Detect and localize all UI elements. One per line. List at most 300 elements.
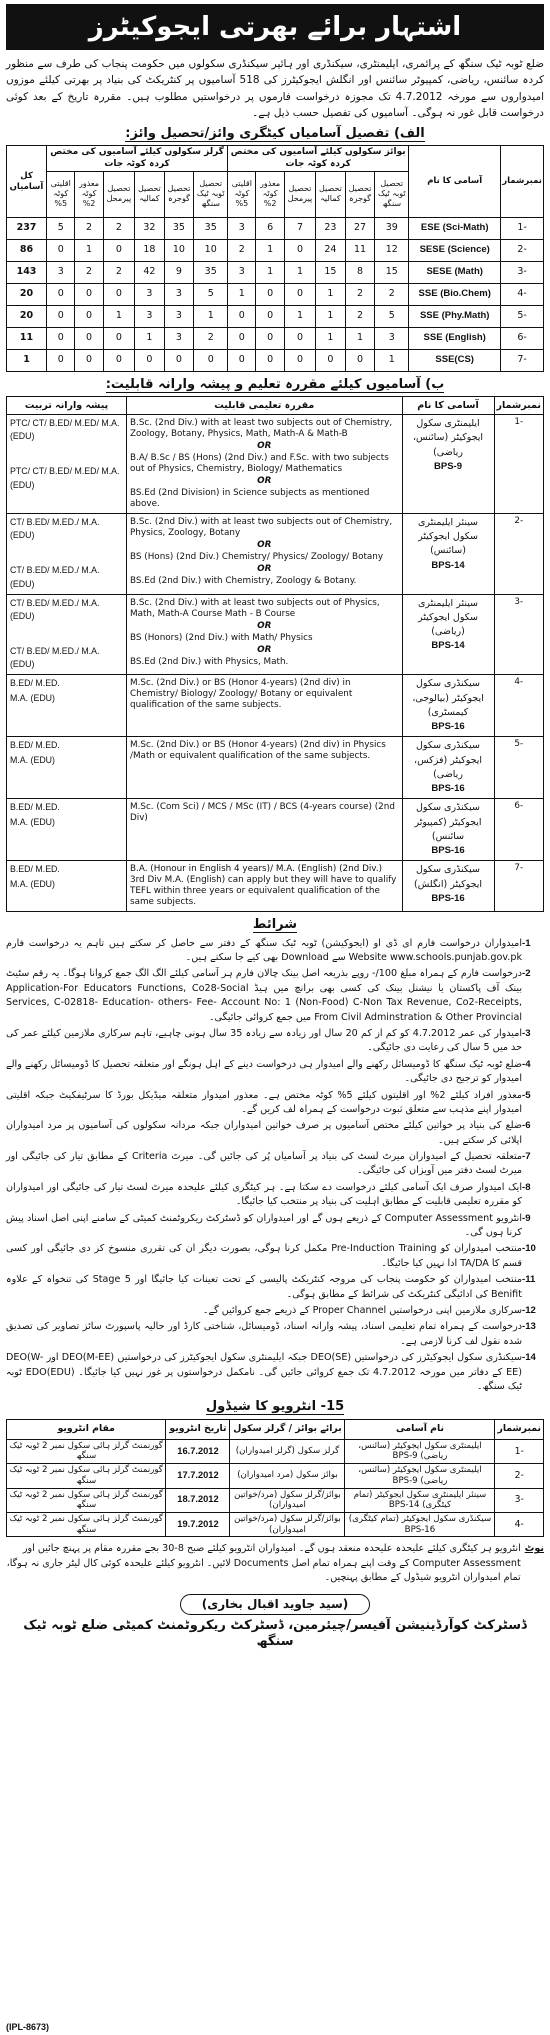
term-number: -2: [522, 968, 531, 980]
row-serial: -1: [494, 415, 543, 514]
boys-quota-cell: 0: [284, 239, 316, 261]
professional-line: M.A. (EDU): [10, 754, 55, 765]
vacancy-table: [6, 145, 544, 372]
or-separator: OR: [257, 475, 272, 486]
or-separator: OR: [257, 539, 272, 550]
term-item: [6, 1150, 544, 1179]
girls-quota-cell: 9: [164, 261, 194, 283]
boys-quota-cell: 1: [284, 261, 316, 283]
term-number: -11: [522, 1274, 536, 1286]
vacancy-row: [7, 261, 544, 283]
row-date: 18.7.2012: [166, 1488, 230, 1512]
boys-quota-cell: 5: [375, 305, 409, 327]
qualification-cell: [127, 415, 403, 514]
girls-quota-cell: 0: [75, 349, 103, 371]
girls-quota-cell: 2: [103, 217, 135, 239]
professional-cell: [7, 799, 127, 861]
boys-quota-cell: 0: [228, 327, 256, 349]
or-separator: OR: [257, 441, 272, 452]
professional-cell: [7, 675, 127, 737]
bps-grade: BPS-16: [431, 783, 465, 795]
row-post: سینئر ایلیمنٹری سکول ایجوکیٹر (تمام کیٹگری) BPS-14: [345, 1488, 495, 1512]
girls-quota-cell: 3: [135, 283, 164, 305]
term-item: [6, 1273, 544, 1302]
bps-grade: BPS-16: [431, 721, 465, 733]
term-text: امیدوار کی عمر 4.7.2012 کو کم از کم 20 سال اور زیادہ سے زیادہ 35 سال ہونی چاہیے، تاہم سرکاری ملازمین کیلئے عمر کی حد میں 5 سال کی رعایت دی جائیگی۔: [6, 1027, 523, 1054]
row-venue: گورنمنٹ گرلز ہائی سکول نمبر 2 ٹوبہ ٹیک سنگھ: [7, 1439, 166, 1463]
row-post: ESE (Sci-Math): [409, 217, 501, 239]
term-item: [6, 1027, 544, 1056]
row-serial: -3: [501, 261, 544, 283]
term-item: [6, 1119, 544, 1148]
girls-quota-cell: 3: [164, 327, 194, 349]
girls-sub-header: تحصیل گوجرہ: [164, 171, 194, 217]
boys-quota-cell: 0: [256, 327, 284, 349]
row-serial: -2: [495, 1464, 544, 1488]
row-total: 1: [7, 349, 47, 371]
boys-quota-cell: 3: [228, 217, 256, 239]
qualification-cell: [127, 675, 403, 737]
qualification-line: B.Sc. (2nd Div.) with at least two subjects out of Physics, Math, Math-A Course Math - B Course: [130, 597, 380, 619]
girls-quota-cell: 10: [164, 239, 194, 261]
section-a-heading: الف) تفصیل آسامیاں کیٹگری وائز/تحصیل وائز:: [125, 126, 425, 142]
boys-quota-cell: 0: [284, 283, 316, 305]
row-total: 86: [7, 239, 47, 261]
row-post: [402, 861, 494, 912]
term-item: [6, 1320, 544, 1349]
boys-quota-cell: 1: [375, 349, 409, 371]
girls-quota-cell: 5: [47, 217, 75, 239]
col-serial: نمبرشمار: [494, 397, 543, 415]
qualification-row: [7, 594, 544, 675]
professional-line: B.ED/ M.ED.: [10, 802, 60, 813]
professional-line: M.A. (EDU): [10, 878, 55, 889]
boys-quota-cell: 2: [375, 283, 409, 305]
term-item: [6, 937, 544, 966]
vacancy-row: [7, 283, 544, 305]
col-date: تاریخ انٹرویو: [166, 1419, 230, 1439]
girls-quota-cell: 0: [164, 349, 194, 371]
row-for: بوائز سکول (مرد امیدواران): [230, 1464, 345, 1488]
girls-sub-header: معذور کوٹہ 2%: [75, 171, 103, 217]
girls-sub-header: تحصیل کمالیہ: [135, 171, 164, 217]
term-item: [6, 1304, 544, 1318]
row-post: ایلیمنٹری سکول ایجوکیٹر (سائنس، ریاضی) BPS-9: [345, 1464, 495, 1488]
row-serial: -5: [501, 305, 544, 327]
row-date: 16.7.2012: [166, 1439, 230, 1463]
term-number: -9: [522, 1212, 531, 1224]
girls-quota-cell: 3: [135, 305, 164, 327]
term-text: منتخب امیدواران کو حکومت پنجاب کی مروجہ کنٹریکٹ پالیسی کے تحت تعینات کیا جائیگا اور Stage 5 کی تنخواہ کے علاوہ Benifit کی ادائیگی کنٹریکٹ کی شرائط کے مطابق ہوگی۔: [6, 1274, 522, 1300]
row-post: SESE (Math): [409, 261, 501, 283]
boys-quota-cell: 0: [256, 283, 284, 305]
boys-sub-header: معذور کوٹہ 2%: [256, 171, 284, 217]
post-name: سینئر ایلیمنٹری سکول ایجوکیٹر (سائنس): [418, 516, 479, 557]
girls-quota-cell: 0: [75, 327, 103, 349]
boys-quota-cell: 0: [228, 305, 256, 327]
term-text: انٹرویو Computer Assessment کے ذریعے ہوں گے اور امیدواران کو ڈسٹرکٹ ریکروٹمنٹ کمیٹی کے سامنے اپنی اصل اسناد پیش کرنا ہوں گی۔: [6, 1212, 522, 1239]
qualification-line: M.Sc. (Com Sci) / MCS / MSc (IT) / BCS (4-years course) (2nd Div): [130, 802, 395, 824]
vacancy-row: [7, 239, 544, 261]
boys-quota-cell: 0: [345, 349, 375, 371]
boys-quota-cell: 2: [228, 239, 256, 261]
boys-quota-cell: 1: [316, 283, 345, 305]
row-date: 19.7.2012: [166, 1513, 230, 1537]
interview-row: [7, 1513, 544, 1537]
term-number: -7: [522, 1151, 531, 1163]
terms-list: [6, 937, 544, 1395]
row-total: 11: [7, 327, 47, 349]
boys-quota-cell: 1: [316, 327, 345, 349]
term-number: -5: [522, 1089, 531, 1101]
girls-quota-cell: 2: [194, 327, 228, 349]
qualification-table: [6, 396, 544, 912]
term-item: [6, 1212, 544, 1241]
professional-line: CT/ B.ED/ M.ED./ M.A. (EDU): [10, 516, 100, 541]
row-post: [402, 799, 494, 861]
girls-quota-cell: 0: [75, 305, 103, 327]
row-serial: -7: [501, 349, 544, 371]
girls-sub-header: اقلیتی کوٹہ 5%: [47, 171, 75, 217]
boys-quota-cell: 1: [345, 327, 375, 349]
term-item: [6, 1181, 544, 1210]
row-post: [402, 415, 494, 514]
note-label: نوٹ: [524, 1543, 544, 1555]
girls-quota-cell: 18: [135, 239, 164, 261]
girls-quota-cell: 1: [135, 327, 164, 349]
boys-sub-header: تحصیل ٹوبہ ٹیک سنگھ: [375, 171, 409, 217]
term-number: -8: [522, 1181, 531, 1193]
girls-quota-cell: 0: [47, 239, 75, 261]
qualification-line: BS.Ed (2nd Div.) with Physics, Math.: [130, 656, 289, 667]
boys-quota-cell: 0: [256, 305, 284, 327]
qualification-line: M.Sc. (2nd Div.) or BS (Honor 4-years) (2nd div) in Chemistry/ Biology/ Zoology/ Botany or equivalent qualification of the same subjects.: [130, 678, 353, 711]
girls-quota-cell: 0: [75, 283, 103, 305]
boys-quota-cell: 27: [345, 217, 375, 239]
col-qualification: مقررہ تعلیمی قابلیت: [127, 397, 403, 415]
boys-quota-cell: 8: [345, 261, 375, 283]
qualification-cell: [127, 594, 403, 675]
term-item: [6, 967, 544, 1025]
qualification-line: BS (Honors) (2nd Div.) with Math/ Physics: [130, 632, 313, 643]
term-number: -4: [522, 1058, 531, 1070]
girls-quota-cell: 0: [135, 349, 164, 371]
row-for: بوائز/گرلز سکول (مرد/خواتین امیدواران): [230, 1513, 345, 1537]
professional-line: B.ED/ M.ED.: [10, 678, 60, 689]
boys-quota-cell: 0: [228, 349, 256, 371]
qualification-row: [7, 861, 544, 912]
girls-quota-cell: 1: [75, 239, 103, 261]
boys-quota-cell: 0: [284, 327, 316, 349]
interview-row: [7, 1464, 544, 1488]
col-post: آسامی کا نام: [409, 146, 501, 218]
signature-box: (سید جاوید اقبال بخاری): [180, 1594, 370, 1615]
professional-line: B.ED/ M.ED.: [10, 740, 60, 751]
row-serial: -7: [494, 861, 543, 912]
ipl-code: (IPL-8673): [6, 2021, 50, 2032]
note-block: [6, 1542, 544, 1585]
term-number: -12: [522, 1305, 536, 1316]
boys-quota-cell: 0: [284, 349, 316, 371]
boys-quota-cell: 39: [375, 217, 409, 239]
boys-sub-header: تحصیل گوجرہ: [345, 171, 375, 217]
boys-quota-cell: 2: [345, 283, 375, 305]
row-serial: -4: [501, 283, 544, 305]
girls-quota-cell: 2: [75, 217, 103, 239]
term-text: سرکاری ملازمین اپنی درخواستیں Proper Channel کے ذریعے جمع کروائیں گے۔: [202, 1305, 522, 1316]
girls-quota-cell: 35: [194, 217, 228, 239]
row-serial: -4: [494, 675, 543, 737]
col-post: نام آسامی: [345, 1419, 495, 1439]
row-serial: -2: [494, 513, 543, 594]
qualification-row: [7, 799, 544, 861]
post-name: سینئر ایلیمنٹری سکول ایجوکیٹر (ریاضی): [418, 597, 479, 638]
row-post: [402, 675, 494, 737]
col-post: آسامی کا نام: [402, 397, 494, 415]
qualification-cell: [127, 861, 403, 912]
qualification-line: BS.Ed (2nd Div.) with Chemistry, Zoology & Botany.: [130, 575, 357, 586]
term-text: معذور افراد کیلئے 2% اور اقلیتوں کیلئے 5% کوٹہ مختص ہے۔ معذور امیدوار متعلقہ میڈیکل بورڈ کا سرٹیفکیٹ جبکہ اقلیتی امیدوار اپنے مذہب سے متعلق ثبوت درخواست کے ہمراہ لف کریں گے۔: [6, 1089, 522, 1115]
boys-quota-cell: 15: [316, 261, 345, 283]
row-total: 143: [7, 261, 47, 283]
professional-line: CT/ B.ED/ M.ED./ M.A. (EDU): [10, 646, 100, 670]
row-serial: -5: [494, 737, 543, 799]
qualification-cell: [127, 513, 403, 594]
row-venue: گورنمنٹ گرلز ہائی سکول نمبر 2 ٹوبہ ٹیک سنگھ: [7, 1513, 166, 1537]
qualification-line: B.Sc. (2nd Div.) with at least two subjects out of Chemistry, Zoology, Botany, Physics, Math, Math-A & Math-B: [130, 418, 393, 440]
term-number: -1: [522, 937, 531, 949]
post-name: سیکنڈری سکول ایجوکیٹر (بیالوجی، کیمسٹری): [412, 678, 484, 718]
term-text: ضلع ٹوبہ ٹیک سنگھ کا ڈومیسائل رکھنے والے امیدوار ہی درخواست دینے کے اہل ہونگے اور متعلقہ تحصیل کا ڈومیسائل رکھنے والے امیدوار کو ترجیح دی جائیگی۔: [6, 1058, 522, 1085]
qualification-line: B.A. (Honour in English 4 years)/ M.A. (English) (2nd Div.) 3rd Div M.A. (English) can apply but they will have to qualify TEFL within three years or equivalent qualification of the same subjects.: [130, 864, 397, 908]
row-venue: گورنمنٹ گرلز ہائی سکول نمبر 2 ٹوبہ ٹیک سنگھ: [7, 1464, 166, 1488]
girls-quota-cell: 0: [103, 239, 135, 261]
term-text: امیدواران درخواست فارم ای ڈی او (ایجوکیشن) ٹوبہ ٹیک سنگھ کے دفتر سے حاصل کر سکتے ہیں تاہم یہ درخواست فارم Website www.schools.punjab.gov.pk سے Download بھی کیے جا سکتے ہیں۔: [6, 937, 522, 964]
row-post: SSE (Bio.Chem): [409, 283, 501, 305]
bps-grade: BPS-14: [431, 640, 465, 652]
term-number: -3: [522, 1027, 531, 1039]
girls-quota-cell: 42: [135, 261, 164, 283]
col-professional: پیشہ وارانہ تربیت: [7, 397, 127, 415]
advertisement-title: اشتہار برائے بھرتی ایجوکیٹرز: [6, 4, 544, 50]
girls-quota-cell: 3: [164, 283, 194, 305]
professional-line: PTC/ CT/ B.ED/ M.ED/ M.A. (EDU): [10, 466, 120, 490]
bps-grade: BPS-9: [434, 460, 462, 472]
term-text: درخواست فارم کے ہمراہ مبلغ 100/- روپے بذریعہ اصل بینک چالان فارم ہر آسامی کیلئے الگ الگ جمع کروانا ہوگا۔ یہ رقم سٹیٹ بینک آف پاکستان یا نیشنل بینک کی کسی بھی برانچ میں ہیڈ Application-For Educators Functions, Co28-Social Services, C-02818- Education- others- Fee- Account No: 1 (Non-Food) C-Non Tax Revenue, Co2-Receipts, From Civil Adminstration & Other Provincial میں جمع کروائی جائیگی۔: [6, 968, 523, 1023]
girls-quota-cell: 2: [75, 261, 103, 283]
boys-sub-header: تحصیل پیرمحل: [284, 171, 316, 217]
col-serial: نمبرشمار: [495, 1419, 544, 1439]
interview-row: [7, 1488, 544, 1512]
term-text: سیکنڈری سکول ایجوکیٹرز کی درخواستیں DEO(SE) جبکہ ایلیمنٹری سکول ایجوکیٹرز کی درخواستیں DEO(M-EE) اور DEO(W-EE) کے دفاتر میں مورخہ 4.7.2012 تک جمع کروائی جائیں گی۔ نامکمل درخواستوں پر غور نہیں کیا جائیگا۔ EDO(EDU) ٹوبہ ٹیک سنگھ۔: [6, 1352, 523, 1392]
term-text: ایک امیدوار صرف ایک آسامی کیلئے درخواست دے سکتا ہے۔ ہر کیٹگری کیلئے علیحدہ میرٹ لسٹ تیار کی جائیگی اور امیدواران کو مقررہ تعلیمی قابلیت کے مطابق اہلیت کی بنیاد پر منتخب کیا جائیگا۔: [6, 1181, 522, 1208]
vacancy-row: [7, 217, 544, 239]
boys-quota-cell: 3: [228, 261, 256, 283]
term-item: [6, 1089, 544, 1118]
term-number: -10: [522, 1243, 536, 1255]
term-text: درخواست کے ہمراہ تمام تعلیمی اسناد، پیشہ وارانہ اسناد، ڈومیسائل، شناختی کارڈ اور حالیہ پاسپورٹ سائز تصاویر کی تصدیق شدہ نقول لف کرنا لازمی ہے۔: [6, 1321, 522, 1347]
girls-quota-cell: 0: [47, 327, 75, 349]
professional-cell: [7, 415, 127, 514]
col-total: کل آسامیاں: [7, 146, 47, 218]
professional-cell: [7, 594, 127, 675]
boys-quota-cell: 1: [316, 305, 345, 327]
girls-sub-header: تحصیل ٹوبہ ٹیک سنگھ: [194, 171, 228, 217]
boys-quota-cell: 1: [256, 239, 284, 261]
row-serial: -1: [495, 1439, 544, 1463]
boys-quota-cell: 23: [316, 217, 345, 239]
section-d-heading: 15- انٹرویو کا شیڈول: [205, 1399, 345, 1415]
section-c-heading: شرائط: [252, 917, 298, 933]
or-separator: OR: [257, 563, 272, 574]
professional-line: CT/ B.ED/ M.ED./ M.A. (EDU): [10, 597, 100, 621]
row-serial: -1: [501, 217, 544, 239]
row-post: [402, 737, 494, 799]
vacancy-row: [7, 305, 544, 327]
girls-quota-cell: 0: [47, 349, 75, 371]
row-serial: -4: [495, 1513, 544, 1537]
row-for: بوائز/گرلز سکول (مرد/خواتین امیدواران): [230, 1488, 345, 1512]
boys-quota-cell: 15: [375, 261, 409, 283]
row-post: [402, 513, 494, 594]
girls-quota-cell: 1: [103, 305, 135, 327]
note-text: انٹرویو ہر کیٹگری کیلئے علیحدہ علیحدہ منعقد ہوں گے۔ امیدواران انٹرویو کیلئے صبح 8-30 بجے مقررہ مقام پر پہنچ جائیں اور Computer Assessment کے وقت اپنے ہمراہ تمام اصل Documents لائیں۔ انٹرویو کیلئے علیحدہ کوئی کال لیٹر جاری نہ ہوگا، تمام امیدواران انٹرویو شیڈول کے مطابق پہنچیں۔: [6, 1543, 521, 1584]
boys-quota-cell: 1: [284, 305, 316, 327]
row-serial: -3: [494, 594, 543, 675]
row-post: ایلیمنٹری سکول ایجوکیٹر (سائنس، ریاضی) BPS-9: [345, 1439, 495, 1463]
boys-quota-cell: 1: [228, 283, 256, 305]
girls-quota-cell: 0: [103, 349, 135, 371]
col-venue: مقام انٹرویو: [7, 1419, 166, 1439]
post-name: ایلیمنٹری سکول ایجوکیٹر (سائنس، ریاضی): [412, 418, 484, 458]
row-date: 17.7.2012: [166, 1464, 230, 1488]
term-number: -13: [522, 1321, 536, 1333]
girls-quota-cell: 0: [103, 283, 135, 305]
row-total: 20: [7, 283, 47, 305]
qualification-row: [7, 513, 544, 594]
qualification-row: [7, 675, 544, 737]
term-item: [6, 1242, 544, 1271]
boys-quota-cell: 6: [256, 217, 284, 239]
post-name: سیکنڈری سکول ایجوکیٹر (کمپیوٹر سائنس): [414, 802, 482, 842]
girls-quota-cell: 3: [164, 305, 194, 327]
intro-paragraph: ضلع ٹوبہ ٹیک سنگھ کے پرائمری، ایلیمنٹری، سیکنڈری اور ہائیر سیکنڈری سکولوں میں حکومت پنجاب کی طرف سے منظور کردہ سائنس، ریاضی، کمپیوٹر سائنس اور انگلش ایجوکیٹرز کی 518 آسامیوں پر کنٹریکٹ کی بنیاد پر بھرتی کیلئے موزوں امیدواروں سے مورخہ 4.7.2012 تک مجوزہ درخواست فارموں پر درخواستیں مطلوب ہیں۔ مقررہ تاریخ کے بعد کوئی درخواست قابل غور نہ ہوگی۔ آسامیوں کی تفصیل حسب ذیل ہے۔: [6, 58, 544, 119]
qualification-row: [7, 415, 544, 514]
row-for: گرلز سکول (گرلز امیدواران): [230, 1439, 345, 1463]
term-number: -6: [522, 1120, 531, 1132]
qualification-line: BS.Ed (2nd Division) in Science subjects as mentioned above.: [130, 487, 370, 509]
girls-quota-cell: 35: [164, 217, 194, 239]
row-total: 237: [7, 217, 47, 239]
boys-quota-cell: 3: [375, 327, 409, 349]
section-b-heading: ب) آسامیوں کیلئے مقررہ تعلیم و پیشہ وارانہ قابلیت:: [105, 376, 445, 392]
qualification-line: BS (Hons) (2nd Div.) Chemistry/ Physics/ Zoology/ Botany: [130, 551, 384, 562]
office-title: ڈسٹرکٹ کوآرڈینیشن آفیسر/چیئرمین، ڈسٹرکٹ ریکروٹمنٹ کمیٹی ضلع ٹوبہ ٹیک سنگھ: [23, 1617, 527, 1649]
professional-line: M.A. (EDU): [10, 692, 55, 703]
row-serial: -6: [501, 327, 544, 349]
term-text: متعلقہ تحصیل کے امیدواران میرٹ لسٹ کی بنیاد پر آسامیاں پُر کی جائیں گی۔ میرٹ Criteria کے مطابق تیار کی جائیگی اور میرٹ لسٹ دفتر میں آویزاں کی جائیگی۔: [6, 1151, 522, 1177]
qualification-line: M.Sc. (2nd Div.) or BS (Honor 4-years) (2nd div) in Physics /Math or equivalent qualification of the same subjects.: [130, 740, 386, 762]
boys-sub-header: تحصیل کمالیہ: [316, 171, 345, 217]
qualification-cell: [127, 799, 403, 861]
boys-quota-cell: 2: [345, 305, 375, 327]
qualification-cell: [127, 737, 403, 799]
girls-quota-cell: 1: [194, 305, 228, 327]
row-serial: -2: [501, 239, 544, 261]
boys-quota-cell: 1: [256, 261, 284, 283]
interview-schedule-table: [6, 1419, 544, 1538]
row-post: SSE(CS): [409, 349, 501, 371]
col-serial: نمبرشمار: [501, 146, 544, 218]
girls-quota-cell: 0: [47, 305, 75, 327]
qualification-line: B.A/ B.Sc / BS (Hons) (2nd Div.) and F.Sc. with two subjects out of Physics, Chemistry, Biology/ Mathematics: [130, 453, 389, 474]
col-for: برائے بوائز / گرلز سکول: [230, 1419, 345, 1439]
or-separator: OR: [257, 644, 272, 655]
term-number: -14: [522, 1352, 536, 1364]
bps-grade: BPS-16: [431, 845, 465, 857]
boys-quota-cell: 7: [284, 217, 316, 239]
professional-line: M.A. (EDU): [10, 816, 55, 827]
post-name: سیکنڈری سکول ایجوکیٹر (انگلش): [413, 864, 483, 890]
bps-grade: BPS-16: [431, 892, 465, 904]
col-boys-group: بوائز سکولوں کیلئے آسامیوں کی مختص کردہ کوٹہ جات: [228, 146, 409, 172]
professional-line: PTC/ CT/ B.ED/ M.ED/ M.A. (EDU): [10, 418, 120, 442]
bps-grade: BPS-14: [431, 559, 465, 571]
professional-cell: [7, 513, 127, 594]
professional-cell: [7, 861, 127, 912]
professional-line: B.ED/ M.ED.: [10, 864, 60, 875]
row-post: SSE (English): [409, 327, 501, 349]
boys-quota-cell: 0: [316, 349, 345, 371]
term-text: منتخب امیدواران کو Pre-Induction Training مکمل کرنا ہوگی، بصورت دیگر ان کی تقرری منسوخ کر دی جائیگی اور کسی قسم کا TA/DA ادا نہیں کیا جائیگا۔: [6, 1243, 522, 1269]
or-separator: OR: [257, 620, 272, 631]
boys-quota-cell: 11: [345, 239, 375, 261]
boys-quota-cell: 0: [256, 349, 284, 371]
term-text: ضلع کی بنیاد پر خواتین کیلئے مختص آسامیوں پر صرف خواتین امیدواران جبکہ مردانہ سکولوں کی آسامیوں پر مرد امیدواران اپلائی کر سکتے ہیں۔: [6, 1120, 522, 1146]
girls-quota-cell: 5: [194, 283, 228, 305]
post-name: سیکنڈری سکول ایجوکیٹر (فزکس، ریاضی): [414, 740, 483, 780]
girls-quota-cell: 2: [103, 261, 135, 283]
boys-quota-cell: 24: [316, 239, 345, 261]
girls-quota-cell: 3: [47, 261, 75, 283]
girls-quota-cell: 0: [47, 283, 75, 305]
boys-quota-cell: 12: [375, 239, 409, 261]
row-total: 20: [7, 305, 47, 327]
term-item: [6, 1058, 544, 1087]
girls-quota-cell: 35: [194, 261, 228, 283]
girls-quota-cell: 0: [194, 349, 228, 371]
row-post: SESE (Science): [409, 239, 501, 261]
qualification-row: [7, 737, 544, 799]
qualification-line: B.Sc. (2nd Div.) with at least two subjects out of Chemistry, Physics, Zoology, Botany: [130, 516, 393, 538]
term-item: [6, 1351, 544, 1394]
vacancy-row: [7, 327, 544, 349]
professional-cell: [7, 737, 127, 799]
row-post: SSE (Phy.Math): [409, 305, 501, 327]
row-serial: -6: [494, 799, 543, 861]
row-serial: -3: [495, 1488, 544, 1512]
girls-quota-cell: 0: [103, 327, 135, 349]
row-post: سیکنڈری سکول ایجوکیٹر (تمام کیٹگری) BPS-16: [345, 1513, 495, 1537]
professional-line: CT/ B.ED/ M.ED./ M.A. (EDU): [10, 565, 100, 589]
col-girls-group: گرلز سکولوں کیلئے آسامیوں کی مختص کردہ کوٹہ جات: [47, 146, 228, 172]
boys-sub-header: اقلیتی کوٹہ 5%: [228, 171, 256, 217]
girls-quota-cell: 32: [135, 217, 164, 239]
vacancy-row: [7, 349, 544, 371]
girls-quota-cell: 10: [194, 239, 228, 261]
girls-sub-header: تحصیل پیرمحل: [103, 171, 135, 217]
interview-row: [7, 1439, 544, 1463]
